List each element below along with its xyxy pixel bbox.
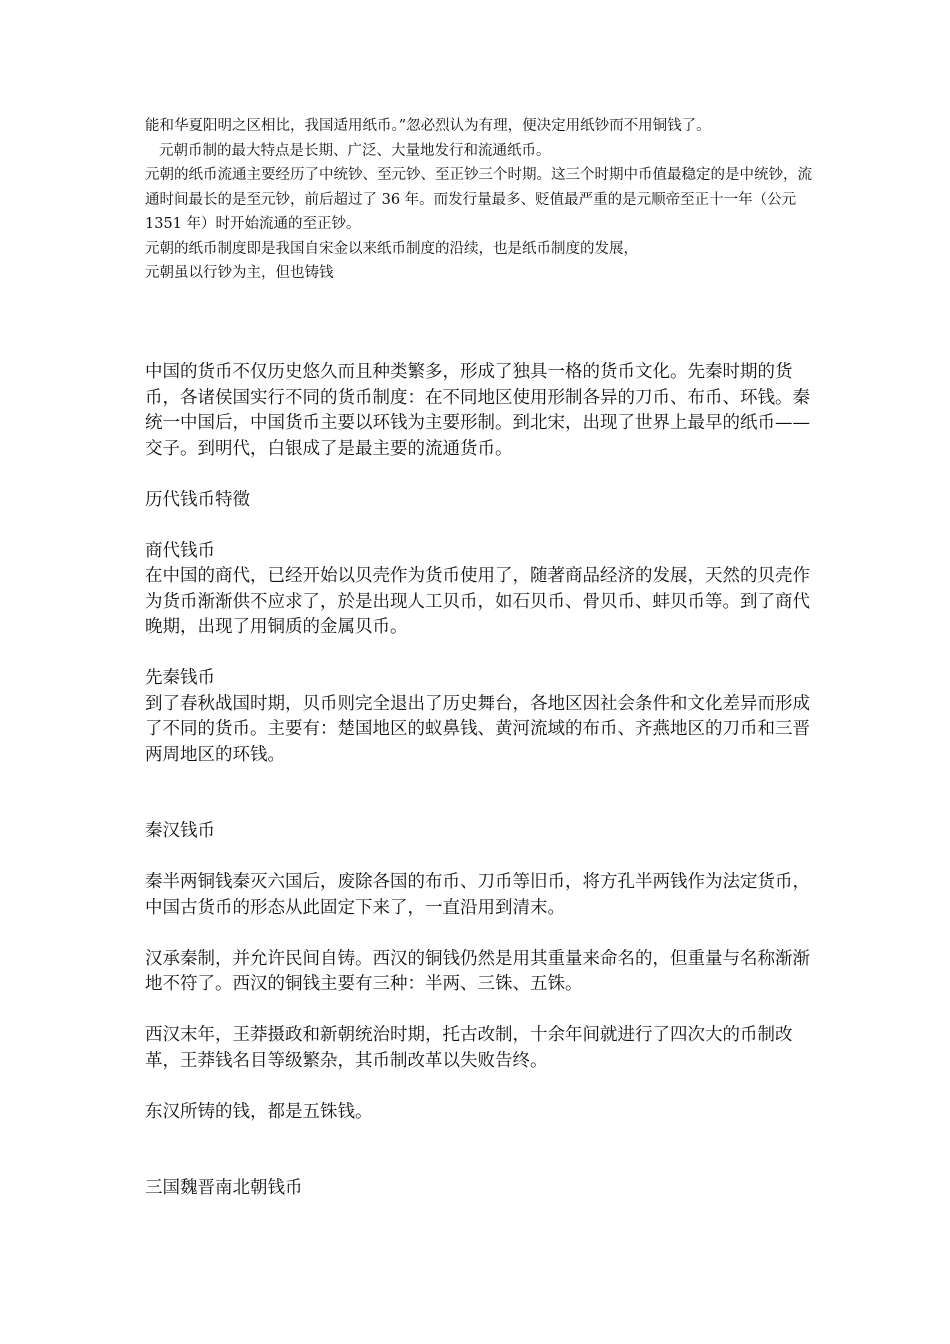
paragraph: 元朝的纸币流通主要经历了中统钞、至元钞、至正钞三个时期。这三个时期中币值最稳定的是中统钞，流通时间最长的是至元钞，前后超过了 36 年。而发行量最多、贬值最严重的是元顺帝至正十一年（公元 1351 年）时开始流通的至正钞。 bbox=[145, 167, 812, 232]
intro-paragraph: 中国的货币不仅历史悠久而且种类繁多，形成了独具一格的货币文化。先秦时期的货币，各诸侯国实行不同的货币制度：在不同地区使用形制各异的刀币、布币、环钱。秦统一中国后，中国货币主要以环钱为主要形制。到北宋，出现了世界上最早的纸币——交子。到明代，白银成了是最主要的流通货币。 bbox=[145, 362, 810, 459]
section-heading: 先秦钱币 bbox=[145, 668, 215, 688]
top-text-block bbox=[145, 114, 815, 286]
paragraph: 元朝虽以行钞为主，但也铸钱 bbox=[145, 265, 334, 281]
paragraph: 元朝币制的最大特点是长期、广泛、大量地发行和流通纸币。 bbox=[159, 142, 551, 159]
paragraph: 在中国的商代，已经开始以贝壳作为货币使用了，随著商品经济的发展，天然的贝壳作为货币渐渐供不应求了，於是出现人工贝币，如石贝币、骨贝币、蚌贝币等。到了商代晚期，出现了用铜质的金属贝币。 bbox=[145, 566, 810, 637]
section-heading: 历代钱币特徵 bbox=[145, 489, 250, 510]
section-heading: 三国魏晋南北朝钱币 bbox=[145, 1178, 303, 1198]
paragraph: 西汉末年，王莽摄政和新朝统治时期，托古改制，十余年间就进行了四次大的币制改革，王莽钱名目等级繁杂，其币制改革以失败告终。 bbox=[145, 1025, 793, 1071]
paragraph: 秦半两铜钱秦灭六国后，废除各国的布币、刀币等旧币，将方孔半两钱作为法定货币，中国古货币的形态从此固定下来了，一直沿用到清末。 bbox=[145, 872, 810, 918]
section-heading: 商代钱币 bbox=[145, 540, 215, 561]
section-heading: 秦汉钱币 bbox=[145, 821, 215, 841]
main-text-block bbox=[145, 360, 810, 1202]
paragraph: 东汉所铸的钱，都是五铢钱。 bbox=[145, 1101, 373, 1122]
paragraph: 汉承秦制，并允许民间自铸。西汉的铜钱仍然是用其重量来命名的，但重量与名称渐渐地不符了。西汉的铜钱主要有三种：半两、三铢、五铢。 bbox=[145, 948, 810, 994]
paragraph: 元朝的纸币制度即是我国自宋金以来纸币制度的沿续，也是纸币制度的发展， bbox=[145, 240, 638, 257]
paragraph: 能和华夏阳明之区相比，我国适用纸币。”忽必烈认为有理，便决定用纸钞而不用铜钱了。 bbox=[145, 118, 711, 134]
paragraph: 到了春秋战国时期，贝币则完全退出了历史舞台，各地区因社会条件和文化差异而形成了不同的货币。主要有：楚国地区的蚁鼻钱、黄河流域的布币、齐燕地区的刀币和三晋两周地区的环钱。 bbox=[145, 693, 810, 765]
